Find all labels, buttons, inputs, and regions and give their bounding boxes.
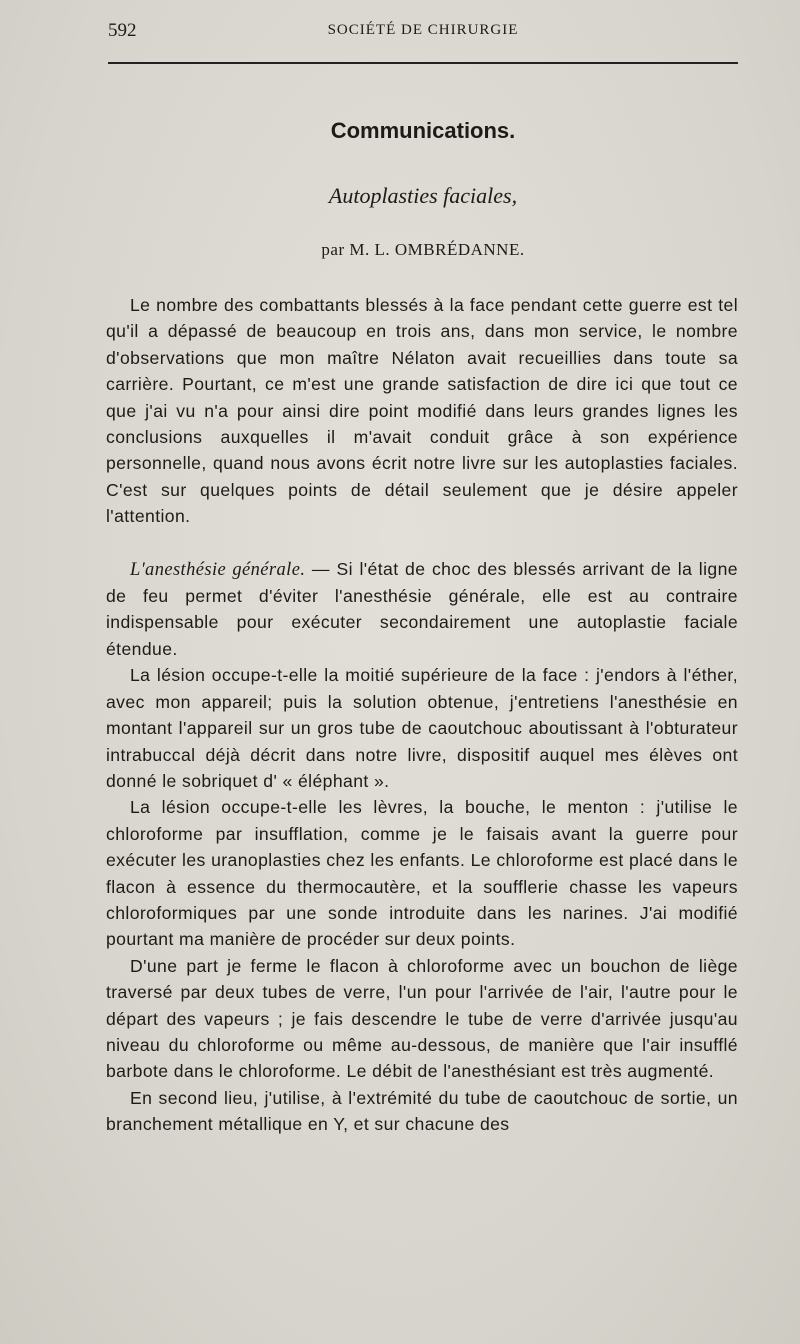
paragraph [106,556,738,663]
header-rule [108,62,738,64]
page-number: 592 [108,20,137,41]
journal-title: SOCIÉTÉ DE CHIRURGIE [327,22,519,38]
paragraph: Le nombre des combattants blessés à la face pendant cette guerre est tel qu'il a dépassé de beaucoup en trois ans, dans mon service, le nombre d'observations que mon maître Nélaton avait recueillies dans toute sa carrière. Pourtant, ce m'est une grande satisfaction de dire ici que tout ce que j'ai vu n'a pour ainsi dire point modifié dans leurs grandes lignes les conclusions auxquelles il m'avait conduit grâce à son expérience personnelle, quand nous avons écrit notre livre sur les autoplasties faciales. C'est sur quelques points de détail seulement que je désire appeler l'attention. [106,295,738,527]
article-author: par M. L. OMBRÉDANNE. [321,240,525,259]
paragraph-lead-in: L'anesthésie générale. [130,559,306,580]
paragraph: En second lieu, j'utilise, à l'extrémité du tube de caoutchouc de sortie, un branchement métallique en Y, et sur chacune des [106,1087,738,1135]
paragraph: D'une part je ferme le flacon à chloroforme avec un bouchon de liège traversé par deux tubes de verre, l'un pour l'arrivée de l'air, l'autre pour le départ des vapeurs ; je fais descendre le tube de verre d'arrivée jusqu'au niveau du chloroforme ou même au-dessous, de manière que l'air insufflé barbote dans le chloroforme. Le débit de l'anesthésiant est très augmenté. [106,955,738,1082]
paragraph: La lésion occupe-t-elle les lèvres, la bouche, le menton : j'utilise le chloroforme par insufflation, comme je le faisais avant la guerre pour exécuter les uranoplasties chez les enfants. Le chloroforme est placé dans le flacon à essence du thermocautère, et la soufflerie chasse les vapeurs chloroformiques par une sonde introduite dans les narines. J'ai modifié pourtant ma manière de procéder sur deux points. [106,797,738,950]
article-title: Autoplasties faciales, [328,183,518,208]
running-head [108,18,738,44]
article-body [106,292,738,1138]
paragraph-text: — Si l'état de choc des blessés arrivant de la ligne de feu permet d'éviter l'anesthésie générale, elle est au contraire indispensable pour exécuter secondairement une autoplastie faciale étendue. [106,558,738,659]
section-heading: Communications. [330,118,516,143]
paragraph: La lésion occupe-t-elle la moitié supérieure de la face : j'endors à l'éther, avec mon appareil; puis la solution obtenue, j'entretiens l'anesthésie en montant l'appareil sur un gros tube de caoutchouc aboutissant à l'obturateur intrabuccal déjà décrit dans notre livre, dispositif auquel mes élèves ont donné le sobriquet d' « éléphant ». [106,665,738,791]
